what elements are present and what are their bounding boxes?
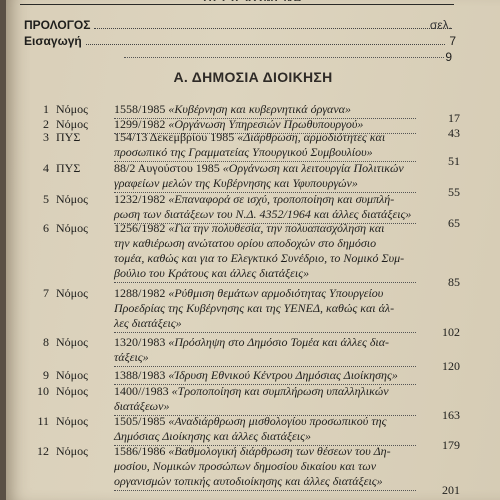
entry-kind: ΠΥΣ [56,130,81,144]
entry-number: 2 [43,117,49,131]
entry-description: ρωση των διατάξεων του Ν.Δ. 4352/1964 και άλλες διατάξεις» [114,207,412,221]
entry-description: «Για την πολυθεσία, την πολυαπασχόληση και [168,221,385,235]
entry-description: «Ίδρυση Εθνικού Κέντρου Δημόσιας Διοίκησης» [168,368,398,382]
entry-body [114,102,434,117]
entry-body [114,414,434,444]
entry-number: 7 [43,286,49,300]
entry-description: «Τροποποίηση και συμπλήρωση υπαλληλικών [171,384,389,398]
entry-line [114,474,434,489]
entry-page: 17 [448,111,460,125]
entry-number: 4 [43,161,49,175]
entry-line [114,335,434,350]
entry-page: 201 [442,483,460,497]
entry-page: 65 [448,216,460,230]
entry-line [114,176,434,191]
entry-reference: 1232/1982 [114,192,169,206]
entry-description: οργανισμών τοπικής αυτοδιοίκησης και άλλες διατάξεις» [114,474,383,488]
entry-description: τομέα, καθώς και για το Ελεγκτικό Συνέδριο, το Νομικό Συμ- [114,251,405,265]
entry-body [114,384,434,414]
entry-line [114,102,434,117]
entry-reference: 1320/1983 [114,335,169,349]
prologue-row [24,18,456,32]
entry-line [114,236,434,251]
entry-reference: 1400//1983 [114,384,172,398]
entry-line [114,251,434,266]
unlabeled-page: 9 [445,50,452,64]
entry-description: «Κυβέρνηση και κυβερνητικά όργανα» [168,102,351,116]
entry-leader [114,366,416,367]
entry-reference: 1288/1982 [114,286,169,300]
entry-kind: Νόμος [56,335,88,349]
entry-body [114,286,434,331]
entry-page: 179 [442,438,460,452]
entry-number: 1 [43,102,49,116]
entry-description: διατάξεων» [114,399,170,413]
entry-description: «Ρύθμιση θεμάτων αρμοδιότητας Υπουργείου [168,286,384,300]
entry-number: 11 [37,414,49,428]
entry-number: 5 [43,192,49,206]
unlabeled-dots [124,57,444,58]
entry-description: «Πρόσληψη στο Δημόσιο Τομέα και άλλες δια- [168,335,390,349]
entry-description: λες διατάξεις» [114,316,182,330]
entry-description: «Διάρθρωση, αρμοδιότητες και [237,130,386,144]
entry-kind: Νόμος [56,286,88,300]
entry-body [114,444,434,489]
entry-number: 6 [43,221,49,235]
entry-description: «Επαναφορά σε ισχύ, τροποποίηση και συμπλή- [168,192,395,206]
entry-reference: 1388/1983 [114,368,169,382]
entry-line [114,145,434,160]
entry-description: βούλιο του Κράτους και άλλες διατάξεις» [114,266,310,280]
entry-line [114,414,434,429]
entry-line [114,207,434,222]
prologue-dots [94,19,452,29]
introduction-title: Εισαγωγή [24,34,82,48]
entry-page: 120 [442,359,460,373]
entry-reference: 154/13 Δεκεμβρίου 1985 [114,130,238,144]
entry-line [114,266,434,281]
entry-line [114,221,434,236]
entry-description: γραφείων μελών της Κυβέρνησης και Υφυπουργών» [114,176,358,190]
entry-description: μοσίου, Νομικών προσώπων δημοσίου δικαίου και των [114,459,377,473]
entry-line [114,399,434,414]
entry-body [114,221,434,281]
entry-number: 8 [43,335,49,349]
entry-number: 9 [43,368,49,382]
contents-heading [6,0,500,1]
entry-line [114,130,434,145]
entry-kind: Νόμος [56,117,88,131]
entry-page: 163 [442,408,460,422]
entry-page: 55 [448,185,460,199]
entry-line [114,286,434,301]
entry-description: Δημόσιας Διοίκησης και άλλες διατάξεις» [114,429,311,443]
entry-line [114,429,434,444]
entry-line [114,368,434,383]
entry-description: Προεδρίας της Κυβέρνησης και της ΥΕΝΕΔ, καθώς και άλ- [114,301,395,315]
entry-page: 102 [442,325,460,339]
entry-number: 12 [37,444,49,458]
introduction-dots [86,35,446,45]
page-column-label: σελ. [429,18,452,32]
entry-page: 43 [448,126,460,140]
entry-body [114,161,434,191]
entry-description: την καθιέρωση ανώτατου ορίου αποδοχών στο δημόσιο [114,236,377,250]
entry-reference: 1558/1985 [114,102,169,116]
entry-line [114,161,434,176]
entry-kind: Νόμος [56,444,88,458]
introduction-row [24,34,456,48]
entry-leader [114,282,416,283]
introduction-page: 7 [449,34,456,48]
entry-reference: 1299/1982 [114,117,169,131]
entry-kind: Νόμος [56,102,88,116]
entry-description: «Βαθμολογική διάρθρωση των θέσεων του Δη- [168,444,391,458]
top-rule [20,4,454,5]
prologue-title: ΠΡΟΛΟΓΟΣ [24,18,91,32]
entry-line [114,316,434,331]
entry-body [114,130,434,160]
entry-body [114,335,434,365]
entry-line [114,384,434,399]
entry-description: τάξεις» [114,350,149,364]
section-title: Α. ΔΗΜΟΣΙΑ ΔΙΟΙΚΗΣΗ [173,69,333,85]
entry-reference: 1256/1982 [114,221,169,235]
entry-reference: 88/2 Αυγούστου 1985 [114,161,223,175]
entry-line [114,459,434,474]
entry-leader [114,332,416,333]
entry-body [114,192,434,222]
entry-kind: Νόμος [56,414,88,428]
entry-line [114,192,434,207]
entry-description: «Οργάνωση Υπηρεσιών Πρωθυπουργού» [168,117,364,131]
entry-description: «Αναδιάρθρωση μισθολογίου προσωπικού της [168,414,387,428]
entry-reference: 1505/1985 [114,414,169,428]
entry-description: «Οργάνωση και λειτουργία Πολιτικών [222,161,404,175]
entry-page: 51 [448,154,460,168]
entry-kind: ΠΥΣ [56,161,81,175]
entry-page: 85 [448,275,460,289]
entry-number: 10 [37,384,49,398]
entry-kind: Νόμος [56,368,88,382]
entry-kind: Νόμος [56,221,88,235]
entry-description: προσωπικό της Γραμματείας Υπουργικού Συμβουλίου» [114,145,373,159]
entry-kind: Νόμος [56,192,88,206]
entry-kind: Νόμος [56,384,88,398]
entry-line [114,301,434,316]
book-page [6,0,500,500]
entry-line [114,350,434,365]
entry-line [114,444,434,459]
entry-leader [114,490,416,491]
entry-number: 3 [43,130,49,144]
entry-reference: 1586/1986 [114,444,169,458]
entry-body [114,368,434,383]
